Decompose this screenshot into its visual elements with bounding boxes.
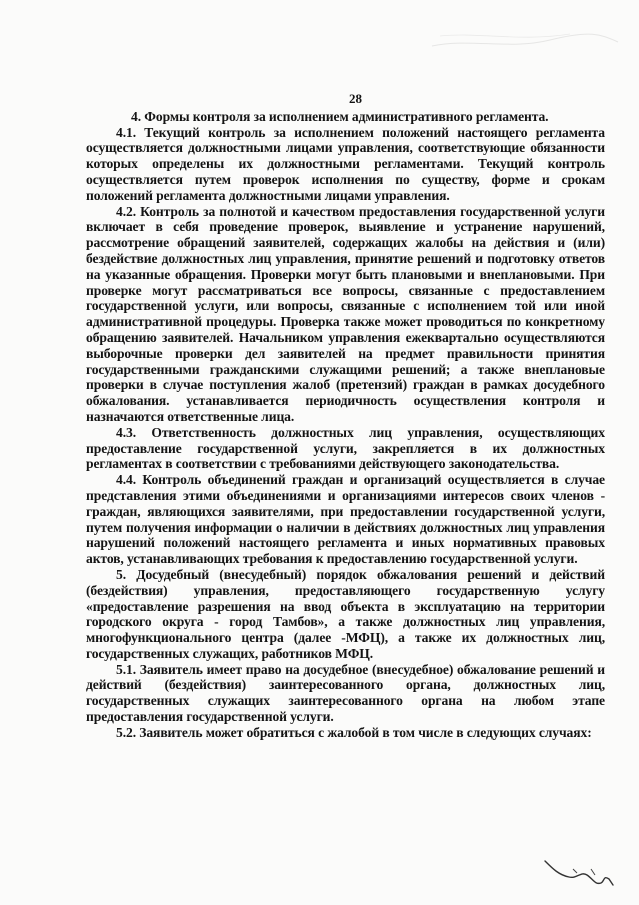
scan-smudge [430, 28, 620, 54]
handwritten-mark-icon [543, 855, 615, 889]
paragraph-4-3: 4.3. Ответственность должностных лиц управления, осуществляющих предоставление государственной услуги, закрепляется в их должностных регламентах в соответствии с требованиями действующего законодательства. [86, 424, 605, 472]
paragraph-5-2: 5.2. Заявитель может обратиться с жалобой в том числе в следующих случаях: [116, 724, 592, 740]
paragraph-5-1: 5.1. Заявитель имеет право на досудебное (внесудебное) обжалование решений и действий (бездействия) заинтересованного органа, должностных лиц, государственных служащих заинтересованного органа на любом этапе предоставления государственной услуги. [86, 661, 605, 725]
section-5-paragraph: 5. Досудебный (внесудебный) порядок обжалования решений и действий (бездействия) управления, предоставляющего государственную услугу «предоставление разрешения на ввод объекта в эксплуатацию на территории городского округа - город Тамбов», а также должностных лиц управления, многофункционального центра (далее -МФЦ), а также их должностных лиц, государственных служащих, работников МФЦ. [86, 566, 605, 661]
paragraph-4-4: 4.4. Контроль объединений граждан и организаций осуществляется в случае представления этими объединениями и организациями интересов своих членов - граждан, являющихся заявителями, при предоставлении государственной услуги, путем получения информации о наличии в действиях должностных лиц управления нарушений положений настоящего регламента и иных нормативных правовых актов, устанавливающих требования к предоставлению государственной услуги. [86, 472, 605, 567]
page-number: 28 [349, 91, 362, 106]
paragraph-4-1: 4.1. Текущий контроль за исполнением положений настоящего регламента осуществляется должностными лицами управления, соответствующие обязанности которых определены их должностными регламентами. Текущий контроль осуществляется путем проверок исполнения по существу, форме и срокам положений регламента должностными лицами управления. [86, 124, 605, 203]
paragraph-4-2: 4.2. Контроль за полнотой и качеством предоставления государственной услуги включает в себя проведение проверок, выявление и устранение нарушений, рассмотрение обращений заявителей, содержащих жалобы на действия и (или) бездействие должностных лиц управления, принятие решений и подготовку ответов на указанные обращения. Проверки могут быть плановыми и внеплановыми. При проверке могут рассматриваться все вопросы, связанные с предоставлением государственной услуги, или вопросы, связанные с исполнением той или иной административной процедуры. Проверка также может проводиться по конкретному обращению заявителей. Начальником управления ежеквартально осуществляются выборочные проверки дел заявителей на предмет правильности принятия государственными гражданскими служащими решений; а также внеплановые проверки в случае поступления жалоб (претензий) граждан в рамках досудебного обжалования. устанавливается периодичность осуществления контроля и назначаются ответственные лица. [86, 203, 605, 424]
section-4-heading: 4. Формы контроля за исполнением административного регламента. [131, 108, 549, 124]
